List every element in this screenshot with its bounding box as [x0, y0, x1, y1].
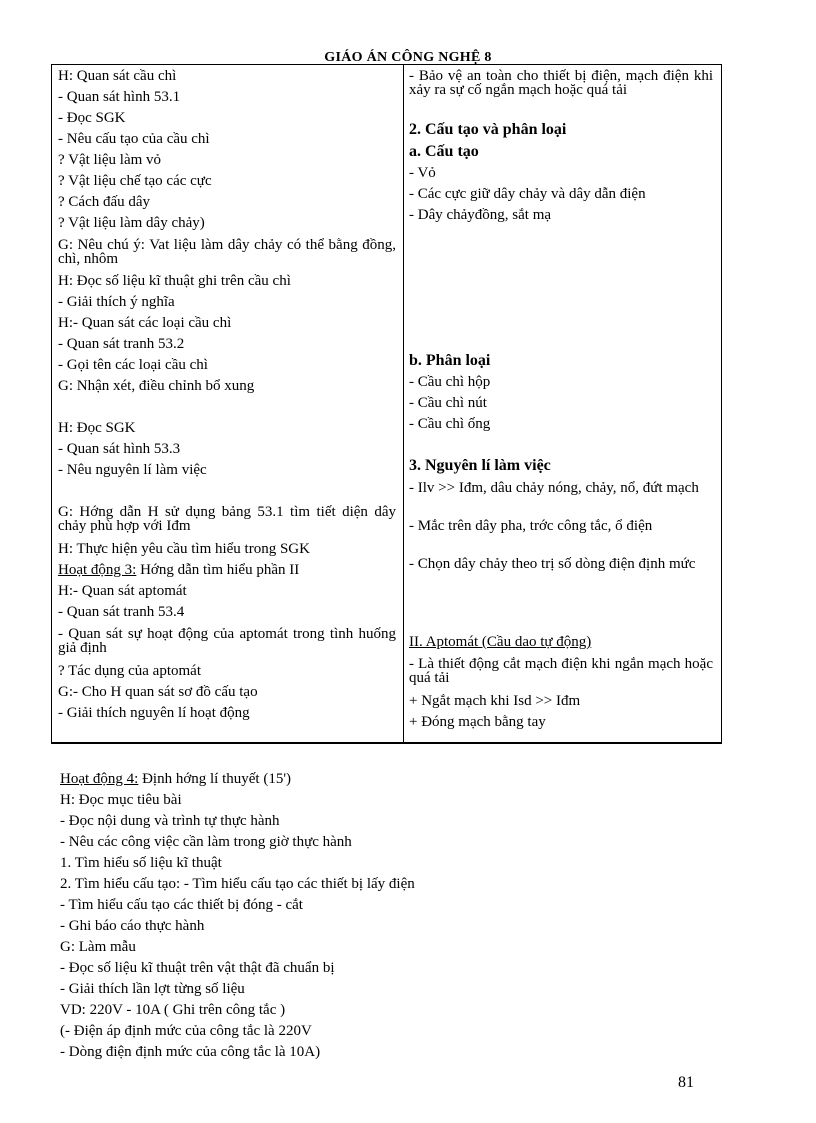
- below-line: [60, 770, 291, 788]
- right-line: + Đóng mạch bằng tay: [409, 714, 546, 730]
- right-line: - Chọn dây chảy theo trị số dòng điện định mức: [409, 556, 696, 572]
- left-line: - Giải thích ý nghĩa: [58, 294, 175, 310]
- left-line: - Đọc SGK: [58, 110, 126, 126]
- left-line: ? Vật liệu chế tạo các cực: [58, 173, 212, 189]
- left-line: - Nêu cấu tạo của cầu chì: [58, 131, 210, 147]
- left-line: - Quan sát hình 53.3: [58, 441, 181, 457]
- below-line: - Ghi báo cáo thực hành: [60, 918, 205, 934]
- left-line: G:- Cho H quan sát sơ đồ cấu tạo: [58, 684, 258, 700]
- left-line: - Giải thích nguyên lí hoạt động: [58, 705, 250, 721]
- below-line: - Tìm hiểu cấu tạo các thiết bị đóng - cắt: [60, 897, 303, 913]
- page-number: 81: [678, 1074, 694, 1091]
- left-line: - Nêu nguyên lí làm việc: [58, 462, 207, 478]
- right-line: - Là thiết động cắt mạch điện khi ngắn mạch hoặc quá tải: [409, 656, 713, 686]
- right-line: - Cầu chì ống: [409, 416, 491, 432]
- below-line: - Giải thích lần lợt từng số liệu: [60, 981, 245, 997]
- below-line: G: Làm mẫu: [60, 939, 136, 955]
- activity-3-text: Hớng dẫn tìm hiểu phần II: [136, 562, 300, 578]
- left-line: H: Quan sát cầu chì: [58, 68, 177, 84]
- left-line: - Quan sát tranh 53.2: [58, 336, 185, 352]
- left-line: - Quan sát sự hoạt động của aptomát trong tình huống giả định: [58, 626, 396, 656]
- left-line: H:- Quan sát aptomát: [58, 583, 187, 599]
- activity-3-heading: Hoạt động 3:: [58, 562, 137, 578]
- section-heading: b. Phân loại: [409, 352, 491, 369]
- right-line: - Ilv >> Iđm, dâu chảy nóng, chảy, nổ, đứt mạch: [409, 480, 699, 496]
- left-line: ? Vật liệu làm vỏ: [58, 152, 162, 168]
- right-line: - Dây chảyđồng, sắt mạ: [409, 207, 552, 223]
- left-line: - Quan sát tranh 53.4: [58, 604, 185, 620]
- left-line: [58, 561, 299, 579]
- section-heading: a. Cấu tạo: [409, 143, 479, 160]
- right-line: - Bảo vệ an toàn cho thiết bị điện, mạch điện khi xảy ra sự cố ngắn mạch hoặc quá tải: [409, 68, 713, 98]
- left-line: G: Nêu chú ý: Vat liệu làm dây chảy có thể bằng đồng, chì, nhôm: [58, 237, 396, 267]
- right-line: + Ngắt mạch khi Isd >> Iđm: [409, 693, 581, 709]
- left-line: H: Đọc số liệu kĩ thuật ghi trên cầu chì: [58, 273, 291, 289]
- page-header-title: GIÁO ÁN CÔNG NGHỆ 8: [324, 50, 492, 65]
- left-line: H: Thực hiện yêu cầu tìm hiểu trong SGK: [58, 541, 310, 557]
- left-line: H:- Quan sát các loại cầu chì: [58, 315, 232, 331]
- section-heading: 2. Cấu tạo và phân loại: [409, 121, 567, 138]
- right-line: - Các cực giữ dây chảy và dây dẫn điện: [409, 186, 646, 202]
- left-line: ? Tác dụng của aptomát: [58, 663, 201, 679]
- activity-4-heading: Hoạt động 4:: [60, 771, 139, 787]
- below-line: (- Điện áp định mức của công tắc là 220V: [60, 1023, 312, 1039]
- right-line: - Cầu chì nút: [409, 395, 487, 411]
- left-line: - Quan sát hình 53.1: [58, 89, 181, 105]
- left-line: - Gọi tên các loại cầu chì: [58, 357, 208, 373]
- section-heading: 3. Nguyên lí làm việc: [409, 457, 551, 474]
- left-line: G: Nhận xét, điều chỉnh bổ xung: [58, 378, 255, 394]
- below-line: H: Đọc mục tiêu bài: [60, 792, 182, 808]
- section-heading: II. Aptomát (Cầu dao tự động): [409, 634, 592, 650]
- left-line: H: Đọc SGK: [58, 420, 136, 436]
- column-divider: [403, 65, 404, 742]
- right-line: - Vỏ: [409, 165, 436, 181]
- below-line: 2. Tìm hiểu cấu tạo: - Tìm hiểu cấu tạo các thiết bị lấy điện: [60, 876, 415, 892]
- left-line: G: Hớng dẫn H sử dụng bảng 53.1 tìm tiết diện dây chảy phù hợp với Iđm: [58, 504, 396, 534]
- lesson-table: [51, 64, 722, 744]
- right-line: - Cầu chì hộp: [409, 374, 491, 390]
- below-line: - Đọc nội dung và trình tự thực hành: [60, 813, 280, 829]
- right-line: - Mắc trên dây pha, trớc công tắc, ổ điện: [409, 518, 653, 534]
- activity-4-text: Định hớng lí thuyết (15'): [138, 771, 292, 787]
- below-line: 1. Tìm hiểu số liệu kĩ thuật: [60, 855, 222, 871]
- below-line: - Đọc số liệu kĩ thuật trên vật thật đã chuẩn bị: [60, 960, 335, 976]
- left-line: ? Cách đấu dây: [58, 194, 151, 210]
- left-line: ? Vật liệu làm dây chảy): [58, 215, 205, 231]
- below-line: - Dòng điện định mức của công tắc là 10A): [60, 1044, 321, 1060]
- below-line: VD: 220V - 10A ( Ghi trên công tắc ): [60, 1002, 286, 1018]
- below-line: - Nêu các công việc cần làm trong giờ thực hành: [60, 834, 352, 850]
